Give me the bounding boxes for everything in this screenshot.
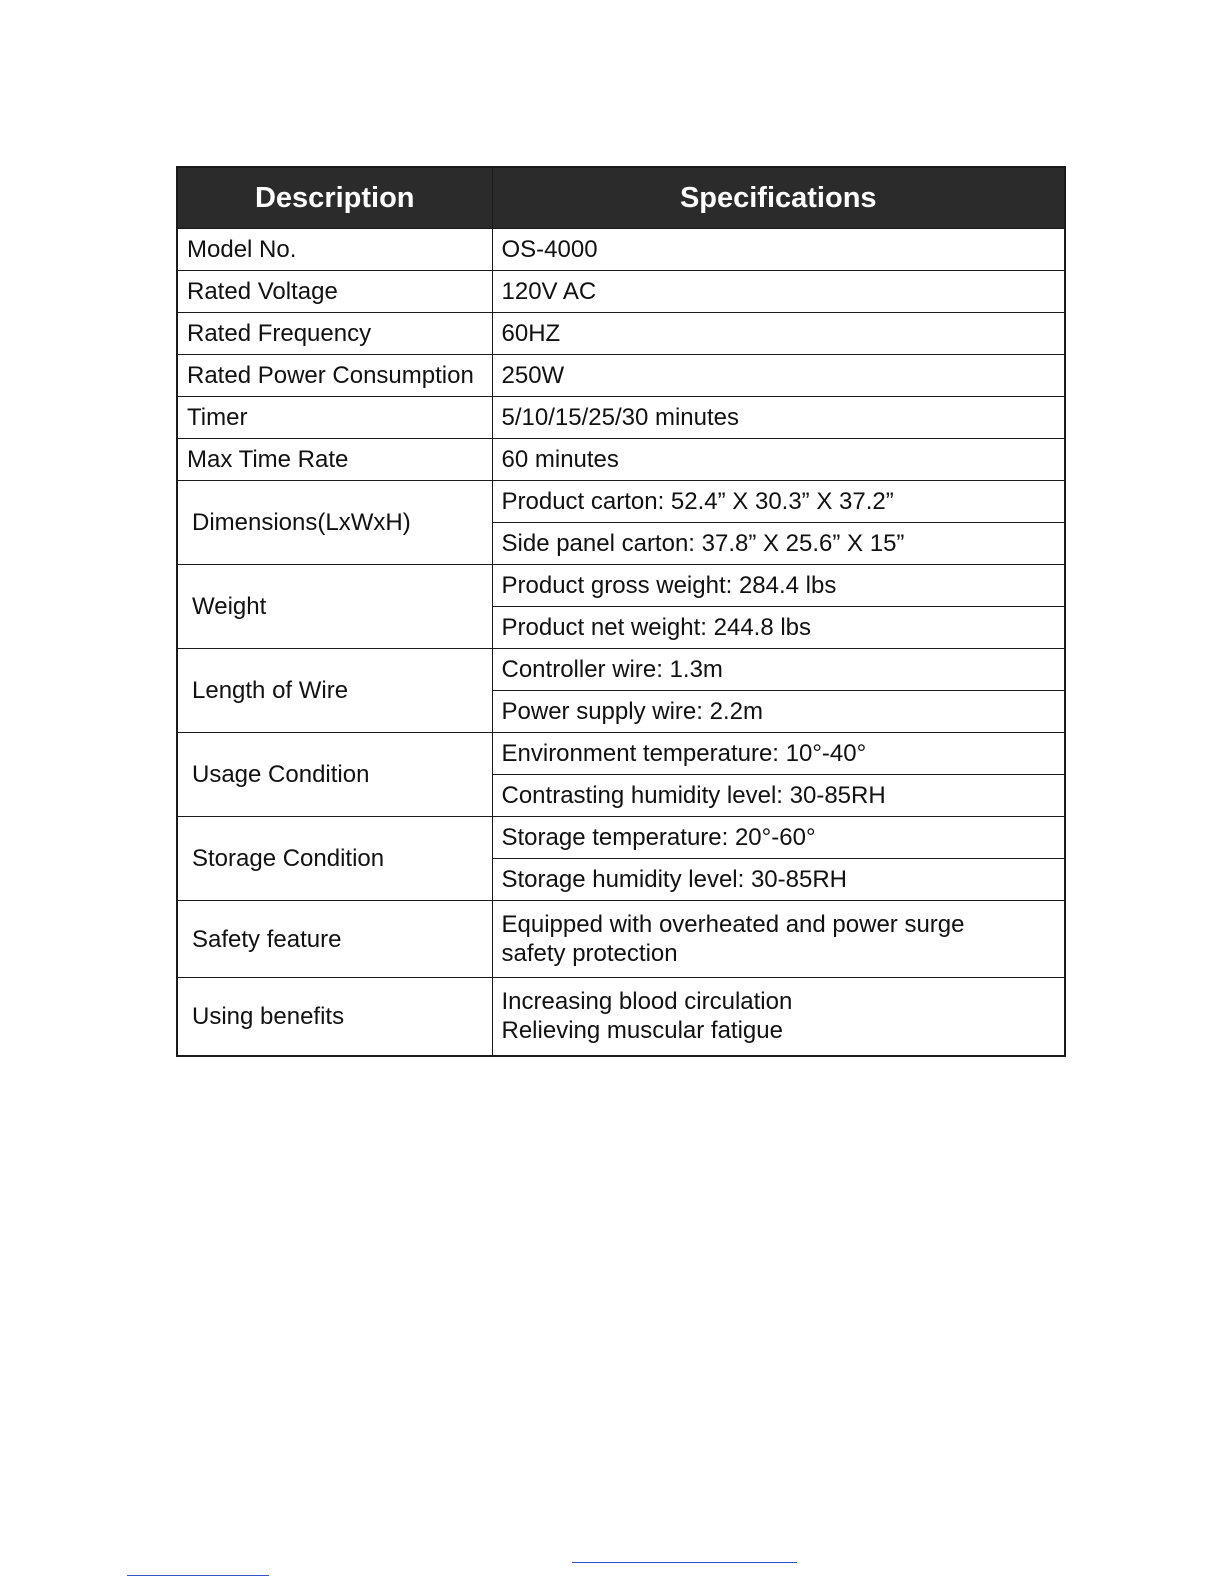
row-value-line: Increasing blood circulation <box>501 988 793 1016</box>
specifications-table <box>176 166 1066 1057</box>
header-description: Description <box>177 167 492 229</box>
row-label: Rated Frequency <box>177 313 492 355</box>
footer-underline-left <box>127 1575 269 1576</box>
table-row <box>177 817 1065 859</box>
table-row <box>177 439 1065 481</box>
row-value: Controller wire: 1.3m <box>492 649 1065 691</box>
row-value-line: Equipped with overheated and power surge <box>501 911 965 938</box>
row-value: 60 minutes <box>492 439 1065 481</box>
row-value: Side panel carton: 37.8” X 25.6” X 15” <box>492 523 1065 565</box>
row-label: Rated Power Consumption <box>177 355 492 397</box>
table-row <box>177 901 1065 978</box>
row-label: Dimensions(LxWxH) <box>177 481 492 565</box>
table-header-row <box>177 167 1065 229</box>
row-value: Storage humidity level: 30-85RH <box>492 859 1065 901</box>
row-value: 60HZ <box>492 313 1065 355</box>
row-value: Environment temperature: 10°-40° <box>492 733 1065 775</box>
table-row <box>177 229 1065 271</box>
row-value: Product net weight: 244.8 lbs <box>492 607 1065 649</box>
table-row <box>177 313 1065 355</box>
row-label: Timer <box>177 397 492 439</box>
row-label: Weight <box>177 565 492 649</box>
row-value <box>492 978 1065 1056</box>
row-value: Power supply wire: 2.2m <box>492 691 1065 733</box>
row-value-line: safety protection <box>501 940 678 967</box>
row-value-line: Relieving muscular fatigue <box>501 1017 783 1045</box>
table-row <box>177 397 1065 439</box>
row-value: 250W <box>492 355 1065 397</box>
row-value: Contrasting humidity level: 30-85RH <box>492 775 1065 817</box>
table-row <box>177 481 1065 523</box>
row-label: Rated Voltage <box>177 271 492 313</box>
row-label: Length of Wire <box>177 649 492 733</box>
row-label: Max Time Rate <box>177 439 492 481</box>
header-specifications: Specifications <box>492 167 1065 229</box>
row-value: Product carton: 52.4” X 30.3” X 37.2” <box>492 481 1065 523</box>
table-row <box>177 355 1065 397</box>
row-value: Product gross weight: 284.4 lbs <box>492 565 1065 607</box>
row-label: Model No. <box>177 229 492 271</box>
row-label: Storage Condition <box>177 817 492 901</box>
table-row <box>177 978 1065 1056</box>
row-value: 120V AC <box>492 271 1065 313</box>
table-row <box>177 565 1065 607</box>
table-row <box>177 649 1065 691</box>
row-label: Safety feature <box>177 901 492 978</box>
row-value: Storage temperature: 20°-60° <box>492 817 1065 859</box>
row-label: Usage Condition <box>177 733 492 817</box>
row-value <box>492 901 1065 978</box>
row-value: 5/10/15/25/30 minutes <box>492 397 1065 439</box>
table-row <box>177 733 1065 775</box>
row-label: Using benefits <box>177 978 492 1056</box>
footer-underline-center <box>572 1562 797 1563</box>
table-row <box>177 271 1065 313</box>
row-value: OS-4000 <box>492 229 1065 271</box>
